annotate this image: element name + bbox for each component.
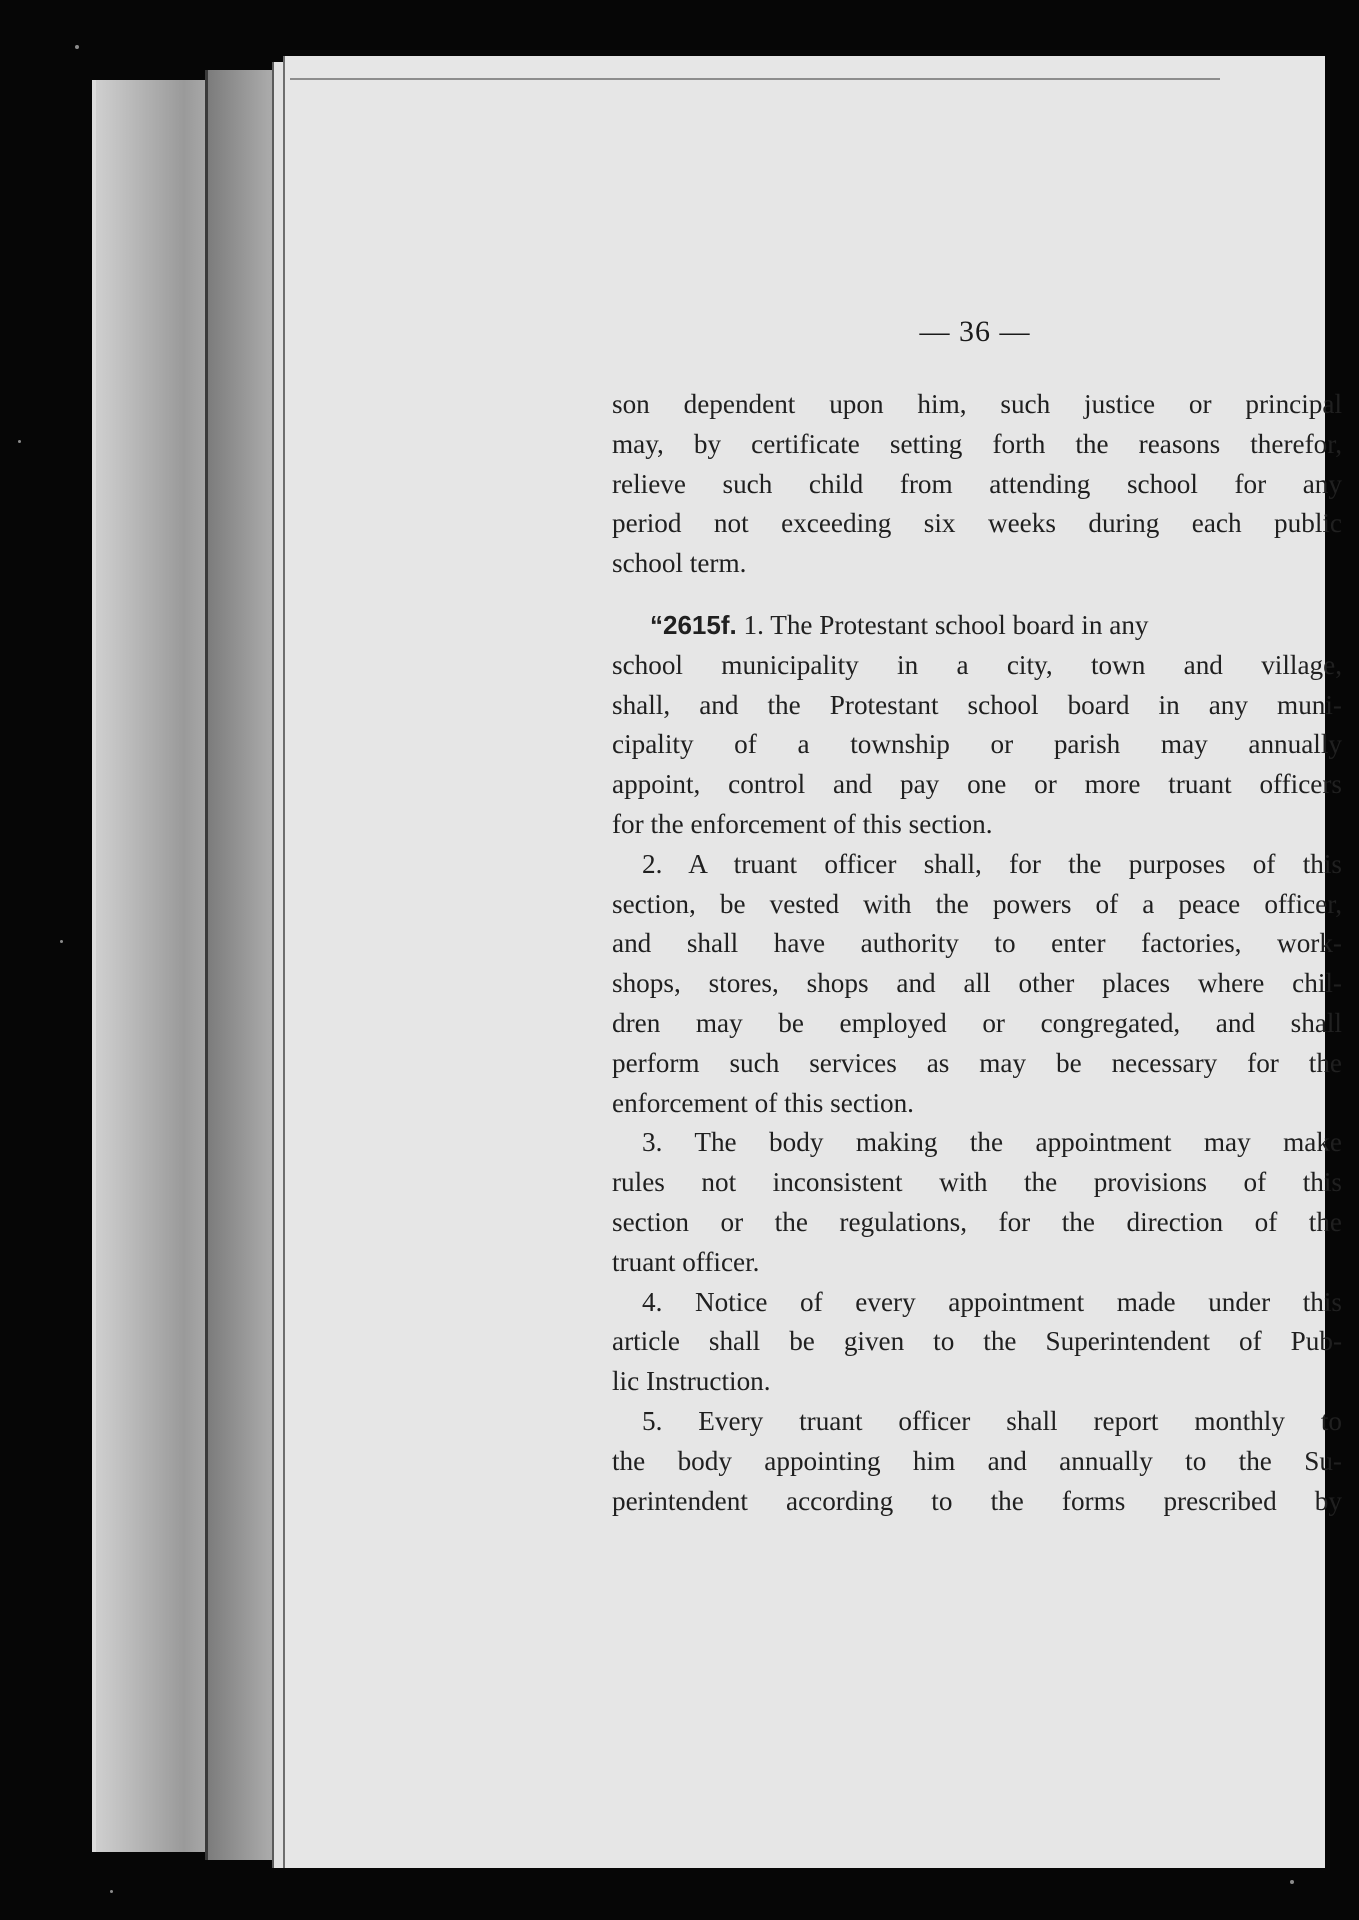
text-line: period not exceeding six weeks during each public [612, 508, 1342, 539]
text-line: relieve such child from attending school for any [612, 468, 1342, 499]
text-line: section, be vested with the powers of a peace officer, [612, 888, 1342, 919]
paragraph [612, 606, 1342, 845]
paragraph [612, 845, 1342, 1124]
text-line: article shall be given to the Superintendent of Pub- [612, 1326, 1342, 1357]
text-line: perform such services as may be necessary for the [612, 1047, 1342, 1078]
text-line: school municipality in a city, town and village, [612, 649, 1342, 680]
page-number: — 36 — [919, 315, 1031, 348]
text-line: son dependent upon him, such justice or principal [612, 389, 1342, 419]
text-line: perintendent according to the forms prescribed by [612, 1485, 1342, 1516]
text-line: 4. Notice of every appointment made under this [642, 1286, 1342, 1317]
text-line: the body appointing him and annually to the Su- [612, 1445, 1342, 1476]
scan-speck [110, 1890, 113, 1893]
paragraph [612, 385, 1342, 584]
text-line: for the enforcement of this section. [612, 808, 993, 839]
text-line: school term. [612, 548, 747, 579]
text-line: dren may be employed or congregated, and shall [612, 1007, 1342, 1038]
body-text [612, 385, 1342, 1521]
text-line: enforcement of this section. [612, 1087, 914, 1118]
text-line: may, by certificate setting forth the reasons therefor, [612, 428, 1342, 459]
text-line: cipality of a township or parish may annually [612, 729, 1342, 760]
text-line: appoint, control and pay one or more truant officers [612, 769, 1342, 800]
scan-speck [75, 45, 79, 49]
scan-speck [1290, 1880, 1294, 1884]
text-line: 5. Every truant officer shall report monthly to [642, 1405, 1342, 1436]
text-line: and shall have authority to enter factories, work- [612, 928, 1342, 959]
text-line: 3. The body making the appointment may make [642, 1127, 1342, 1158]
paragraph [612, 1283, 1342, 1402]
text-line: shall, and the Protestant school board in any muni- [612, 689, 1342, 720]
text-line: 2. A truant officer shall, for the purposes of this [642, 848, 1342, 879]
page-edge-line [290, 78, 1220, 80]
scan-speck [18, 440, 21, 443]
text-line: truant officer. [612, 1246, 760, 1277]
section-number: “2615f. [650, 609, 737, 640]
scan-speck [60, 940, 63, 943]
text-line [612, 606, 1342, 646]
text-fragment: 1. The Protestant school board in any [736, 609, 1149, 640]
text-line: section or the regulations, for the direction of the [612, 1206, 1342, 1237]
paragraph [612, 1123, 1342, 1282]
text-line: rules not inconsistent with the provisions of this [612, 1167, 1342, 1198]
text-line: lic Instruction. [612, 1366, 771, 1397]
text-line: shops, stores, shops and all other places where chil- [612, 968, 1342, 999]
paragraph [612, 1402, 1342, 1521]
